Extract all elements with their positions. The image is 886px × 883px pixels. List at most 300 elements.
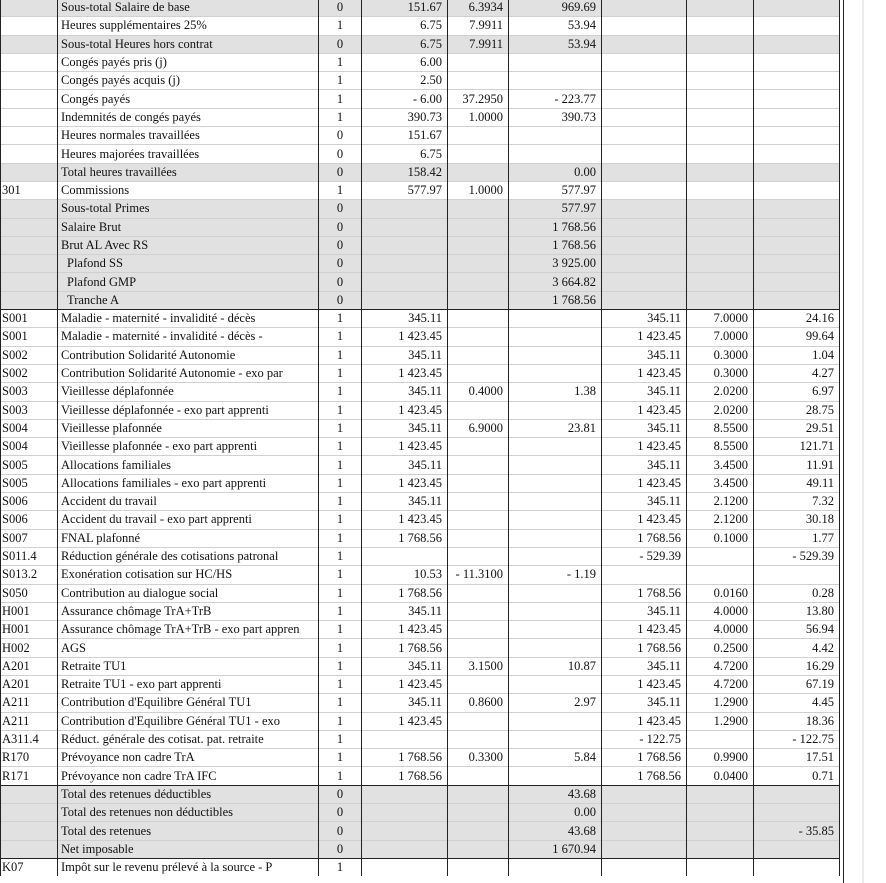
table-row [1,804,840,822]
cell-type: 0 [319,273,362,291]
cell-employer-rate: 7.0000 [687,328,754,346]
cell-base: 10.53 [362,566,448,584]
cell-rate [448,456,509,474]
cell-label: Exonération cotisation sur HC/HS [58,566,319,584]
cell-type: 0 [319,291,362,309]
cell-rate [448,218,509,236]
cell-base: 1 768.56 [362,529,448,547]
cell-label: Retraite TU1 [58,657,319,675]
cell-employer-base [602,218,687,236]
table-row [1,181,840,199]
cell-employer-base: 345.11 [602,456,687,474]
cell-type: 0 [319,0,362,17]
cell-employer-base: 1 768.56 [602,639,687,657]
cell-code [1,17,58,35]
cell-label: Maladie - maternité - invalidité - décès - [58,328,319,346]
cell-label: Allocations familiales [58,456,319,474]
cell-employer-base [602,566,687,584]
cell-employer-amount: - 122.75 [754,730,840,748]
cell-employer-base: 1 768.56 [602,584,687,602]
cell-amount [509,584,602,602]
cell-base: 1 423.45 [362,621,448,639]
cell-employer-base: 1 423.45 [602,438,687,456]
cell-type: 0 [319,255,362,273]
table-row [1,383,840,401]
cell-type: 1 [319,694,362,712]
cell-rate [448,255,509,273]
cell-label: Sous-total Primes [58,200,319,218]
cell-code: S003 [1,401,58,419]
cell-type: 1 [319,17,362,35]
cell-code: S005 [1,474,58,492]
cell-type: 0 [319,236,362,254]
cell-employer-amount: 4.42 [754,639,840,657]
table-row [1,0,840,17]
cell-employer-amount [754,200,840,218]
cell-code: S003 [1,383,58,401]
cell-label: Réduct. générale des cotisat. pat. retraite [58,730,319,748]
table-row [1,17,840,35]
cell-label: Total des retenues [58,822,319,840]
cell-employer-rate [687,236,754,254]
cell-employer-base [602,785,687,803]
cell-employer-amount: 29.51 [754,419,840,437]
cell-employer-rate [687,730,754,748]
cell-label: AGS [58,639,319,657]
cell-label: Salaire Brut [58,218,319,236]
cell-code [1,163,58,181]
cell-amount: 43.68 [509,785,602,803]
cell-amount [509,346,602,364]
cell-base: 1 423.45 [362,712,448,730]
cell-code [1,236,58,254]
cell-rate: 6.9000 [448,419,509,437]
cell-rate: 1.0000 [448,108,509,126]
cell-amount [509,72,602,90]
cell-type: 1 [319,401,362,419]
cell-rate [448,346,509,364]
cell-type: 1 [319,364,362,382]
payslip-rows [1,0,840,876]
cell-employer-base [602,163,687,181]
cell-employer-amount [754,236,840,254]
cell-amount: 43.68 [509,822,602,840]
cell-employer-rate [687,72,754,90]
cell-type: 1 [319,584,362,602]
cell-label: Contribution d'Equilibre Général TU1 [58,694,319,712]
cell-employer-amount: 56.94 [754,621,840,639]
cell-rate: 6.3934 [448,0,509,17]
cell-rate [448,310,509,328]
cell-code: A211 [1,712,58,730]
table-row [1,529,840,547]
cell-employer-amount: 11.91 [754,456,840,474]
cell-base: 1 423.45 [362,511,448,529]
cell-label: Indemnités de congés payés [58,108,319,126]
cell-base: 345.11 [362,419,448,437]
cell-type: 1 [319,675,362,693]
table-row [1,840,840,858]
cell-employer-amount [754,127,840,145]
cell-label: Allocations familiales - exo part apprenti [58,474,319,492]
cell-rate [448,291,509,309]
cell-employer-amount: 6.97 [754,383,840,401]
table-row [1,53,840,71]
cell-amount [509,438,602,456]
cell-employer-amount: 13.80 [754,602,840,620]
cell-employer-amount [754,145,840,163]
cell-employer-rate [687,200,754,218]
cell-type: 1 [319,749,362,767]
cell-employer-base: 1 423.45 [602,675,687,693]
cell-amount [509,767,602,785]
cell-amount: 23.81 [509,419,602,437]
cell-type: 0 [319,840,362,858]
cell-type: 1 [319,310,362,328]
cell-employer-rate [687,822,754,840]
cell-base [362,858,448,876]
table-row [1,236,840,254]
cell-employer-base: 1 423.45 [602,328,687,346]
cell-label: Heures normales travaillées [58,127,319,145]
cell-code [1,90,58,108]
cell-employer-rate: 2.1200 [687,511,754,529]
cell-employer-rate [687,90,754,108]
cell-type: 1 [319,529,362,547]
cell-employer-amount [754,53,840,71]
cell-label: Contribution d'Equilibre Général TU1 - exo [58,712,319,730]
cell-base [362,273,448,291]
cell-rate [448,493,509,511]
cell-base: 1 423.45 [362,438,448,456]
cell-label: Assurance chômage TrA+TrB - exo part appren [58,621,319,639]
cell-employer-rate: 8.5500 [687,438,754,456]
cell-code [1,0,58,17]
cell-employer-amount: 0.28 [754,584,840,602]
cell-code: H001 [1,621,58,639]
table-row [1,127,840,145]
cell-employer-rate: 0.2500 [687,639,754,657]
cell-rate [448,474,509,492]
table-row [1,785,840,803]
table-row [1,493,840,511]
vertical-scrollbar[interactable] [843,0,886,883]
cell-label: Maladie - maternité - invalidité - décès [58,310,319,328]
cell-employer-rate: 3.4500 [687,474,754,492]
cell-employer-amount: 67.19 [754,675,840,693]
cell-type: 0 [319,127,362,145]
cell-employer-rate: 0.3000 [687,364,754,382]
cell-base: 345.11 [362,456,448,474]
cell-amount: 577.97 [509,181,602,199]
cell-employer-base [602,127,687,145]
cell-employer-amount: 28.75 [754,401,840,419]
cell-employer-amount [754,0,840,17]
cell-label: Total des retenues non déductibles [58,804,319,822]
scrollbar-track[interactable] [862,0,864,883]
cell-employer-amount [754,255,840,273]
cell-amount: 1 768.56 [509,291,602,309]
cell-amount: 5.84 [509,749,602,767]
cell-code: S050 [1,584,58,602]
cell-code: S007 [1,529,58,547]
cell-label: Congés payés pris (j) [58,53,319,71]
cell-code: A311.4 [1,730,58,748]
cell-employer-rate: 0.0160 [687,584,754,602]
table-row [1,566,840,584]
cell-rate: 3.1500 [448,657,509,675]
cell-type: 0 [319,145,362,163]
cell-base: 6.00 [362,53,448,71]
table-row [1,621,840,639]
table-row [1,90,840,108]
cell-employer-base: 1 423.45 [602,712,687,730]
cell-amount: 1 670.94 [509,840,602,858]
table-row [1,200,840,218]
cell-label: Retraite TU1 - exo part apprenti [58,675,319,693]
cell-rate: - 11.3100 [448,566,509,584]
cell-employer-amount [754,804,840,822]
cell-employer-rate [687,291,754,309]
cell-code: S004 [1,419,58,437]
table-row [1,584,840,602]
cell-base: 345.11 [362,694,448,712]
cell-label: Vieillesse plafonnée - exo part apprenti [58,438,319,456]
cell-amount [509,675,602,693]
cell-type: 1 [319,474,362,492]
cell-code: S005 [1,456,58,474]
table-row [1,858,840,876]
cell-employer-rate: 7.0000 [687,310,754,328]
cell-employer-amount [754,108,840,126]
table-row [1,255,840,273]
table-row [1,145,840,163]
table-row [1,474,840,492]
cell-employer-rate [687,145,754,163]
cell-type: 1 [319,730,362,748]
cell-employer-rate: 0.1000 [687,529,754,547]
cell-amount [509,145,602,163]
cell-label: Sous-total Salaire de base [58,0,319,17]
cell-rate [448,163,509,181]
cell-base: 345.11 [362,493,448,511]
cell-label: Vieillesse déplafonnée - exo part apprenti [58,401,319,419]
cell-employer-rate [687,53,754,71]
cell-employer-rate [687,566,754,584]
cell-code: S011.4 [1,547,58,565]
table-row [1,346,840,364]
cell-base: 1 768.56 [362,749,448,767]
cell-amount [509,310,602,328]
cell-code: A201 [1,657,58,675]
cell-rate: 37.2950 [448,90,509,108]
cell-amount: 1 768.56 [509,218,602,236]
cell-employer-amount: 30.18 [754,511,840,529]
table-row [1,108,840,126]
cell-code: S002 [1,364,58,382]
cell-employer-amount [754,273,840,291]
table-row [1,419,840,437]
table-row [1,767,840,785]
cell-rate [448,529,509,547]
cell-base [362,291,448,309]
cell-employer-base [602,804,687,822]
cell-type: 1 [319,181,362,199]
cell-rate: 0.8600 [448,694,509,712]
table-row [1,328,840,346]
table-row [1,291,840,309]
cell-amount: 969.69 [509,0,602,17]
table-row [1,730,840,748]
cell-employer-rate: 0.9900 [687,749,754,767]
cell-employer-base [602,72,687,90]
cell-label: Vieillesse déplafonnée [58,383,319,401]
cell-base: 345.11 [362,602,448,620]
cell-employer-amount [754,17,840,35]
cell-label: Total heures travaillées [58,163,319,181]
cell-base: 345.11 [362,657,448,675]
table-row [1,163,840,181]
cell-employer-base: 345.11 [602,493,687,511]
cell-rate [448,840,509,858]
cell-rate [448,639,509,657]
cell-label: FNAL plafonné [58,529,319,547]
cell-type: 1 [319,90,362,108]
cell-base: 345.11 [362,383,448,401]
cell-code: K07 [1,858,58,876]
table-row [1,364,840,382]
cell-type: 1 [319,767,362,785]
cell-employer-rate [687,547,754,565]
cell-type: 1 [319,108,362,126]
cell-employer-amount: 1.04 [754,346,840,364]
cell-employer-base: 345.11 [602,310,687,328]
cell-employer-rate [687,181,754,199]
cell-amount [509,474,602,492]
cell-employer-base: 1 423.45 [602,511,687,529]
cell-amount [509,493,602,511]
cell-rate [448,145,509,163]
cell-rate [448,584,509,602]
cell-label: Congés payés acquis (j) [58,72,319,90]
cell-employer-rate: 3.4500 [687,456,754,474]
cell-code: 301 [1,181,58,199]
cell-code [1,145,58,163]
cell-rate [448,200,509,218]
cell-code: A201 [1,675,58,693]
table-row [1,35,840,53]
cell-amount: - 223.77 [509,90,602,108]
cell-employer-base [602,17,687,35]
cell-employer-rate: 0.0400 [687,767,754,785]
cell-base: 6.75 [362,17,448,35]
cell-base [362,200,448,218]
cell-type: 1 [319,456,362,474]
cell-employer-base: 345.11 [602,694,687,712]
cell-amount [509,529,602,547]
cell-employer-amount: 24.16 [754,310,840,328]
cell-employer-base [602,181,687,199]
cell-code: H001 [1,602,58,620]
cell-base: 577.97 [362,181,448,199]
cell-employer-base: - 122.75 [602,730,687,748]
cell-base [362,730,448,748]
cell-label: Contribution Solidarité Autonomie - exo par [58,364,319,382]
cell-type: 1 [319,547,362,565]
cell-base: 1 423.45 [362,401,448,419]
cell-base [362,255,448,273]
cell-employer-amount: 0.71 [754,767,840,785]
cell-amount [509,730,602,748]
cell-rate: 1.0000 [448,181,509,199]
cell-type: 1 [319,53,362,71]
cell-base [362,822,448,840]
cell-employer-rate [687,163,754,181]
cell-type: 1 [319,712,362,730]
cell-amount: 1.38 [509,383,602,401]
cell-amount: 10.87 [509,657,602,675]
cell-rate [448,72,509,90]
cell-amount [509,858,602,876]
table-row [1,401,840,419]
cell-code: S001 [1,310,58,328]
cell-base: 151.67 [362,127,448,145]
cell-base: 6.75 [362,145,448,163]
cell-label: Plafond SS [58,255,319,273]
cell-amount [509,712,602,730]
cell-label: Heures majorées travaillées [58,145,319,163]
table-row [1,639,840,657]
cell-label: Net imposable [58,840,319,858]
cell-amount [509,621,602,639]
cell-employer-base: 345.11 [602,346,687,364]
cell-employer-amount: 4.45 [754,694,840,712]
table-row [1,547,840,565]
cell-employer-base [602,822,687,840]
cell-employer-base: 1 768.56 [602,749,687,767]
cell-employer-base [602,291,687,309]
cell-label: Vieillesse plafonnée [58,419,319,437]
table-row [1,511,840,529]
cell-employer-amount: 99.64 [754,328,840,346]
cell-type: 0 [319,35,362,53]
cell-amount: 53.94 [509,35,602,53]
cell-type: 1 [319,566,362,584]
table-row [1,822,840,840]
cell-code [1,785,58,803]
cell-base: 1 423.45 [362,328,448,346]
cell-type: 1 [319,493,362,511]
cell-amount [509,456,602,474]
cell-code: S004 [1,438,58,456]
cell-employer-base: 1 423.45 [602,364,687,382]
table-row [1,602,840,620]
cell-rate [448,438,509,456]
cell-employer-rate [687,273,754,291]
cell-rate [448,53,509,71]
cell-employer-base [602,35,687,53]
cell-employer-rate [687,255,754,273]
cell-base [362,547,448,565]
cell-amount [509,511,602,529]
cell-employer-amount: 49.11 [754,474,840,492]
table-row [1,438,840,456]
cell-amount: 0.00 [509,804,602,822]
cell-amount [509,639,602,657]
cell-amount [509,127,602,145]
cell-employer-amount [754,785,840,803]
cell-rate [448,712,509,730]
